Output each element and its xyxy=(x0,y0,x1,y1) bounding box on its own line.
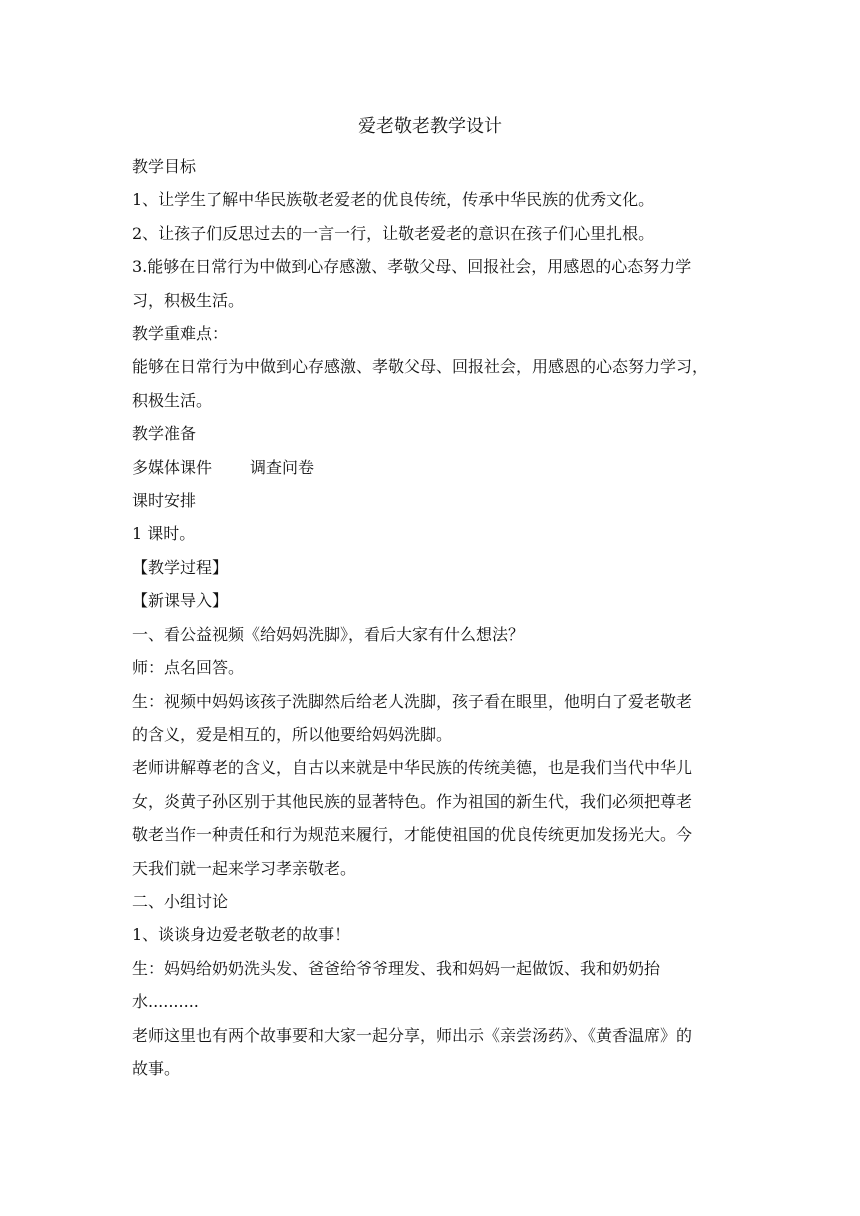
teacher-prompt: 师：点名回答。 xyxy=(132,658,245,678)
prep-item-questionnaire: 调查问卷 xyxy=(250,457,315,477)
teacher-explanation-line-2: 女，炎黄子孙区别于其他民族的显著特色。作为祖国的新生代，我们必须把尊老 xyxy=(132,791,693,811)
heading-teaching-process: 【教学过程】 xyxy=(132,557,229,577)
schedule-value: 1 课时。 xyxy=(132,524,196,544)
student-stories-line-2: 水.......... xyxy=(132,992,199,1012)
preparation-items xyxy=(132,451,732,484)
heading-teaching-goals: 教学目标 xyxy=(132,157,197,176)
teacher-explanation-line-4: 天我们就一起来学习孝亲敬老。 xyxy=(132,858,357,878)
document-title: 爱老敬老教学设计 xyxy=(358,116,502,137)
goal-3-line-1: 3.能够在日常行为中做到心存感激、孝敬父母、回报社会，用感恩的心态努力学 xyxy=(132,257,692,277)
teacher-explanation-line-1: 老师讲解尊老的含义，自古以来就是中华民族的传统美德，也是我们当代中华儿 xyxy=(132,758,693,778)
teacher-stories-line-2: 故事。 xyxy=(132,1058,181,1078)
key-points-line-1: 能够在日常行为中做到心存感激、孝敬父母、回报社会，用感恩的心态努力学习， xyxy=(132,357,709,377)
heading-schedule: 课时安排 xyxy=(132,491,197,511)
step-two-group-discussion: 二、小组讨论 xyxy=(132,891,229,911)
teacher-explanation-line-3: 敬老当作一种责任和行为规范来履行，才能使祖国的优良传统更加发扬光大。今 xyxy=(132,825,693,845)
student-answer-line-1: 生：视频中妈妈该孩子洗脚然后给老人洗脚，孩子看在眼里，他明白了爱老敬老 xyxy=(132,691,693,711)
student-answer-line-2: 的含义，爱是相互的，所以他要给妈妈洗脚。 xyxy=(132,724,453,744)
goal-1: 1、让学生了解中华民族敬老爱老的优良传统，传承中华民族的优秀文化。 xyxy=(132,190,655,210)
discussion-topic-1: 1、谈谈身边爱老敬老的故事！ xyxy=(132,925,351,945)
goal-3-line-2: 习，积极生活。 xyxy=(132,290,245,310)
document-body xyxy=(132,150,732,1085)
heading-key-points: 教学重难点： xyxy=(132,324,229,344)
student-stories-line-1: 生：妈妈给奶奶洗头发、爸爸给爷爷理发、我和妈妈一起做饭、我和奶奶抬 xyxy=(132,958,661,978)
goal-2: 2、让孩子们反思过去的一言一行，让敬老爱老的意识在孩子们心里扎根。 xyxy=(132,223,655,243)
prep-item-courseware: 多媒体课件 xyxy=(132,457,213,477)
step-one-video: 一、看公益视频《给妈妈洗脚》，看后大家有什么想法？ xyxy=(132,624,525,644)
teacher-stories-line-1: 老师这里也有两个故事要和大家一起分享，师出示《亲尝汤药》、《黄香温席》的 xyxy=(132,1025,693,1045)
heading-new-lesson-intro: 【新课导入】 xyxy=(132,591,229,611)
key-points-line-2: 积极生活。 xyxy=(132,390,213,410)
heading-preparation: 教学准备 xyxy=(132,424,197,444)
